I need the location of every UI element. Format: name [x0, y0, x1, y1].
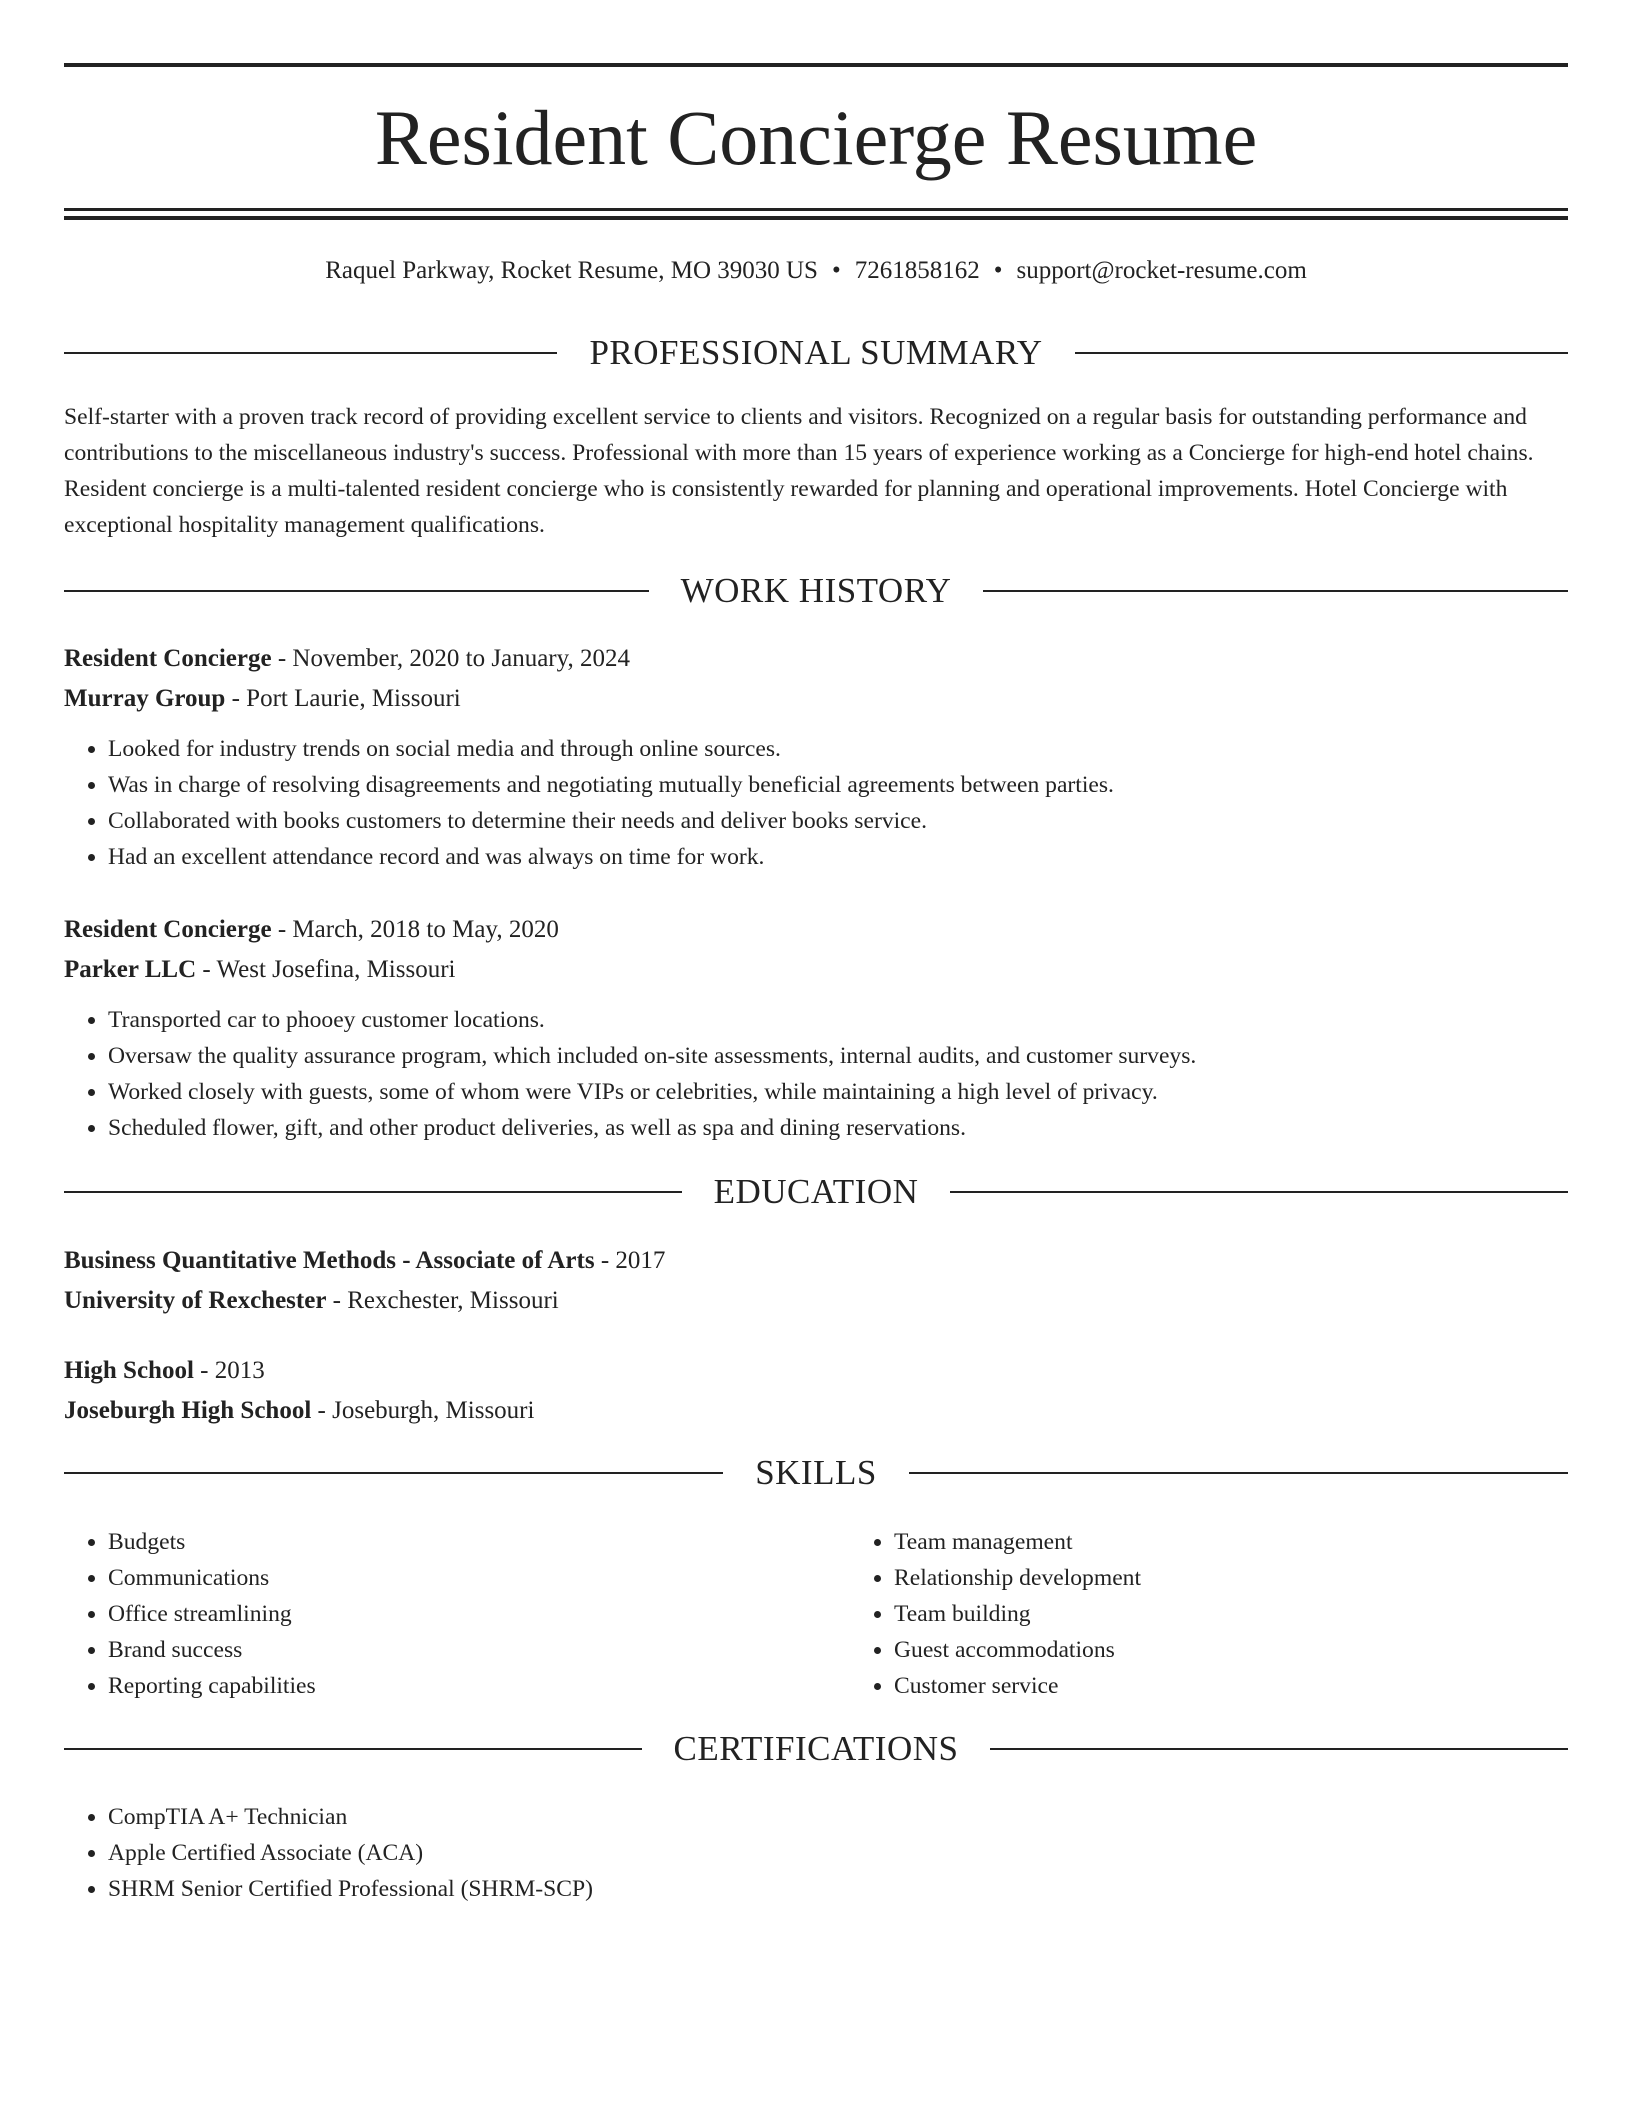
job-location: - West Josefina, Missouri: [196, 956, 456, 983]
skill-item: • Budgets: [108, 1524, 850, 1560]
job-company-line: [64, 950, 1568, 990]
education-school-line: [64, 1391, 1568, 1431]
summary-heading: [64, 333, 1568, 373]
job-bullet: • Worked closely with guests, some of whom were VIPs or celebrities, while maintaining a high level of privacy.: [108, 1074, 1568, 1110]
contact-line: [64, 254, 1568, 288]
skill-item: • Communications: [108, 1560, 850, 1596]
skills-list-right: [850, 1524, 1494, 1704]
skills-heading-label: SKILLS: [755, 1453, 877, 1492]
job-bullet: • Was in charge of resolving disagreements and negotiating mutually beneficial agreements between parties.: [108, 767, 1568, 803]
skills-heading: [64, 1453, 1568, 1493]
work-history-heading-label: WORK HISTORY: [680, 571, 952, 610]
heading-rule-left: [64, 352, 557, 354]
education-entry: [64, 1351, 1568, 1431]
education-school-line: [64, 1281, 1568, 1321]
contact-email: support@rocket-resume.com: [1016, 257, 1307, 284]
education-location: - Rexchester, Missouri: [326, 1287, 559, 1314]
job-dates: - March, 2018 to May, 2020: [271, 916, 559, 943]
education-degree-line: [64, 1351, 1568, 1391]
skills-list-left: [64, 1524, 850, 1704]
skill-item: • Brand success: [108, 1632, 850, 1668]
job-title: Resident Concierge: [64, 916, 272, 943]
skill-item: • Customer service: [894, 1668, 1494, 1704]
education-school: University of Rexchester: [64, 1287, 327, 1314]
education-heading-label: EDUCATION: [713, 1172, 919, 1211]
heading-rule-left: [64, 590, 649, 592]
skill-item: • Reporting capabilities: [108, 1668, 850, 1704]
certifications-block: [64, 1799, 1568, 1907]
job-bullet: • Transported car to phooey customer locations.: [108, 1002, 1568, 1038]
certification-item: • SHRM Senior Certified Professional (SHRM-SCP): [108, 1871, 1568, 1907]
education-degree: Business Quantitative Methods - Associate of Arts: [64, 1247, 595, 1274]
resume-title: Resident Concierge Resume: [374, 94, 1258, 181]
certification-item: • Apple Certified Associate (ACA): [108, 1835, 1568, 1871]
job-title-line: [64, 910, 1568, 950]
skill-item: • Team building: [894, 1596, 1494, 1632]
heading-rule-left: [64, 1472, 723, 1474]
job-entry: [64, 639, 1568, 875]
education-location: - Joseburgh, Missouri: [311, 1397, 535, 1424]
job-location: - Port Laurie, Missouri: [225, 685, 461, 712]
education-heading: [64, 1172, 1568, 1212]
job-bullet: • Collaborated with books customers to determine their needs and deliver books service.: [108, 803, 1568, 839]
skill-item: • Team management: [894, 1524, 1494, 1560]
contact-separator: •: [993, 257, 1003, 284]
certifications-heading: [64, 1729, 1568, 1769]
contact-phone: 7261858162: [854, 257, 980, 284]
education-school: Joseburgh High School: [64, 1397, 312, 1424]
education-degree: High School: [64, 1357, 194, 1384]
top-rule: [64, 63, 1568, 67]
education-entry: [64, 1241, 1568, 1321]
job-entry: [64, 910, 1568, 1146]
job-title-line: [64, 639, 1568, 679]
contact-separator: •: [831, 257, 841, 284]
job-bullet: • Oversaw the quality assurance program, which included on-site assessments, internal audits, and customer surveys.: [108, 1038, 1568, 1074]
job-bullet: • Looked for industry trends on social media and through online sources.: [108, 731, 1568, 767]
summary-heading-label: PROFESSIONAL SUMMARY: [589, 333, 1043, 372]
job-company: Parker LLC: [64, 956, 197, 983]
heading-rule-right: [990, 1748, 1568, 1750]
skill-item: • Guest accommodations: [894, 1632, 1494, 1668]
heading-rule-right: [950, 1191, 1568, 1193]
job-bullet: • Scheduled flower, gift, and other product deliveries, as well as spa and dining reservations.: [108, 1110, 1568, 1146]
heading-rule-left: [64, 1748, 642, 1750]
contact-address: Raquel Parkway, Rocket Resume, MO 39030 US: [325, 257, 818, 284]
education-degree-line: [64, 1241, 1568, 1281]
job-title: Resident Concierge: [64, 645, 272, 672]
heading-rule-right: [983, 590, 1568, 592]
heading-rule-right: [1075, 352, 1568, 354]
heading-rule-left: [64, 1191, 682, 1193]
certifications-list: [64, 1799, 1568, 1907]
education-year: - 2013: [193, 1357, 265, 1384]
job-company-line: [64, 679, 1568, 719]
certifications-heading-label: CERTIFICATIONS: [673, 1729, 959, 1768]
skill-item: • Office streamlining: [108, 1596, 850, 1632]
work-history-heading: [64, 571, 1568, 611]
summary-text: Self-starter with a proven track record of providing excellent service to clients and visitors. Recognized on a regular basis for outstanding performance and contributions to the miscellaneous industry's success. Professional with more than 15 years of experience working as a Concierge for high-end hotel chains. Resident concierge is a multi-talented resident concierge who is consistently rewarded for planning and operational improvements. Hotel Concierge with exceptional hospitality management qualifications.: [64, 404, 1534, 538]
job-bullets: [64, 731, 1568, 875]
certification-item: • CompTIA A+ Technician: [108, 1799, 1568, 1835]
heading-rule-right: [909, 1472, 1568, 1474]
title-double-rule: [64, 208, 1568, 220]
job-company: Murray Group: [64, 685, 226, 712]
education-year: - 2017: [594, 1247, 666, 1274]
job-dates: - November, 2020 to January, 2024: [271, 645, 631, 672]
job-bullets: [64, 1002, 1568, 1146]
skills-columns: [64, 1524, 1568, 1704]
skill-item: • Relationship development: [894, 1560, 1494, 1596]
job-bullet: • Had an excellent attendance record and was always on time for work.: [108, 839, 1568, 875]
